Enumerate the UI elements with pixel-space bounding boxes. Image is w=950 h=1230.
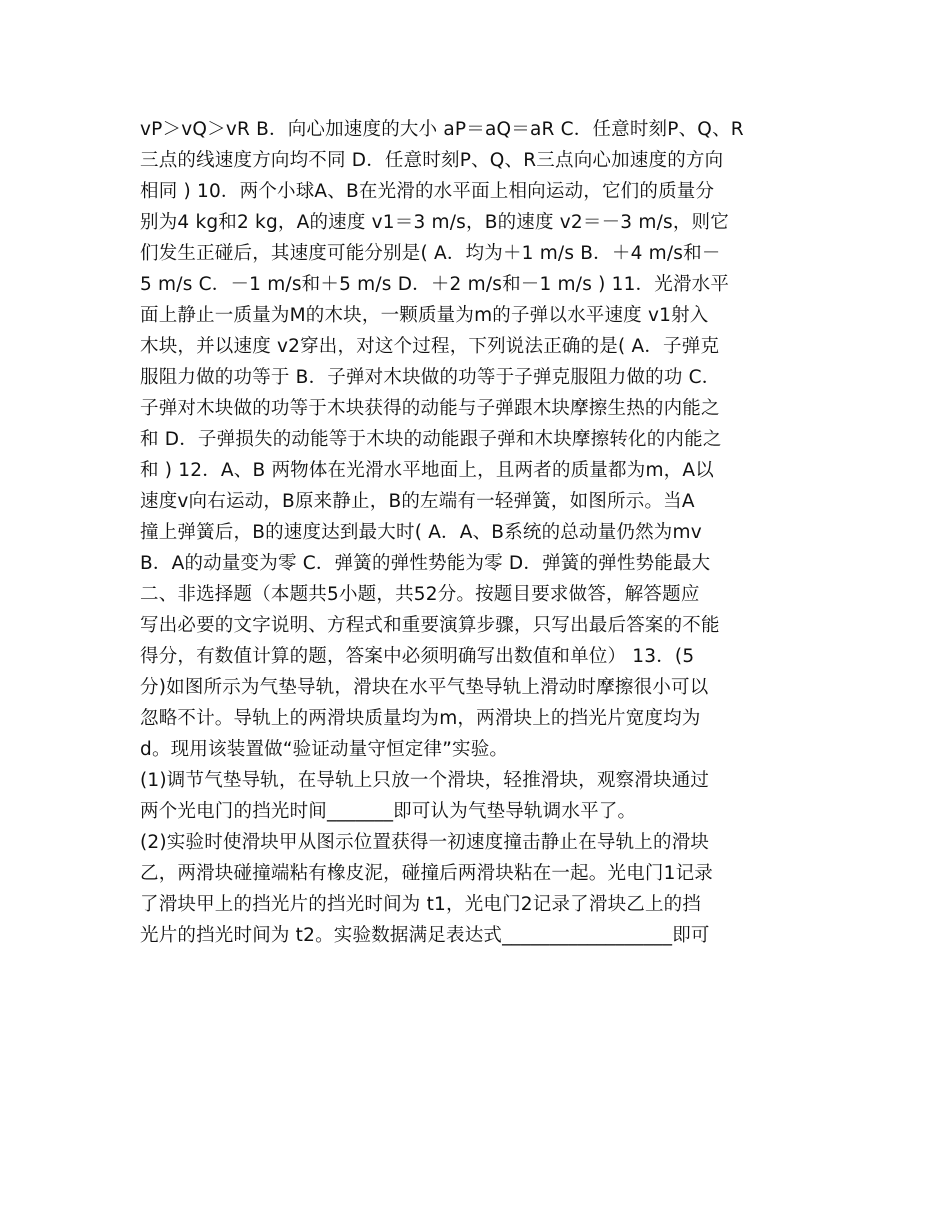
- text-line: 相同 ) 10．两个小球A、B在光滑的水平面上相向运动，它们的质量分: [140, 181, 715, 202]
- text-line: (1)调节气垫导轨，在导轨上只放一个滑块，轻推滑块，观察滑块通过: [140, 770, 710, 791]
- paragraph: [140, 765, 820, 827]
- text-line: 别为4 kg和2 kg，A的速度 v1＝3 m/s，B的速度 v2＝－3 m/s，则它: [140, 212, 729, 233]
- text-line: 忽略不计。导轨上的两滑块质量均为m，两滑块上的挡光片宽度均为: [140, 708, 701, 729]
- text-line: 5 m/s C．－1 m/s和＋5 m/s D．＋2 m/s和－1 m/s ) 11．光滑水平: [140, 274, 730, 295]
- text-line: 和 ) 12．A、B 两物体在光滑水平地面上，且两者的质量都为m，A以: [140, 460, 714, 481]
- text-line: 三点的线速度方向均不同 D．任意时刻P、Q、R三点向心加速度的方向: [140, 150, 724, 171]
- paragraph: [140, 827, 820, 951]
- text-line: vP＞vQ＞vR B．向心加速度的大小 aP＝aQ＝aR C．任意时刻P、Q、R: [140, 119, 744, 140]
- text-line: 两个光电门的挡光时间_______即可认为气垫导轨调水平了。: [140, 801, 637, 822]
- text-line: 速度v向右运动，B原来静止，B的左端有一轻弹簧，如图所示。当A: [140, 491, 695, 512]
- document-page: [140, 114, 820, 951]
- text-line: 了滑块甲上的挡光片的挡光时间为 t1，光电门2记录了滑块乙上的挡: [140, 894, 702, 915]
- text-line: 二、非选择题（本题共5小题，共52分。按题目要求做答，解答题应: [140, 584, 700, 605]
- text-line: 面上静止一质量为M的木块，一颗质量为m的子弹以水平速度 v1射入: [140, 305, 709, 326]
- text-line: 乙，两滑块碰撞端粘有橡皮泥，碰撞后两滑块粘在一起。光电门1记录: [140, 863, 713, 884]
- text-line: 和 D．子弹损失的动能等于木块的动能跟子弹和木块摩擦转化的内能之: [140, 429, 722, 450]
- text-line: 写出必要的文字说明、方程式和重要演算步骤，只写出最后答案的不能: [140, 615, 720, 636]
- text-line: B．A的动量变为零 C．弹簧的弹性势能为零 D．弹簧的弹性势能最大: [140, 553, 711, 574]
- text-line: 木块，并以速度 v2穿出，对这个过程，下列说法正确的是( A．子弹克: [140, 336, 720, 357]
- text-line: 子弹对木块做的功等于木块获得的动能与子弹跟木块摩擦生热的内能之: [140, 398, 720, 419]
- text-line: 分)如图所示为气垫导轨，滑块在水平气垫导轨上滑动时摩擦很小可以: [140, 677, 709, 698]
- text-line: 服阻力做的功等于 B．子弹对木块做的功等于子弹克服阻力做的功 C．: [140, 367, 721, 388]
- paragraph: [140, 114, 820, 765]
- text-line: d。现用该装置做“验证动量守恒定律”实验。: [140, 739, 509, 760]
- text-line: 光片的挡光时间为 t2。实验数据满足表达式__________________即可: [140, 925, 710, 946]
- text-line: 们发生正碰后，其速度可能分别是( A．均为＋1 m/s B．＋4 m/s和－: [140, 243, 721, 264]
- text-line: 得分，有数值计算的题，答案中必须明确写出数值和单位） 13．(5: [140, 646, 695, 667]
- text-line: 撞上弹簧后，B的速度达到最大时( A．A、B系统的总动量仍然为mv: [140, 522, 702, 543]
- text-line: (2)实验时使滑块甲从图示位置获得一初速度撞击静止在导轨上的滑块: [140, 832, 710, 853]
